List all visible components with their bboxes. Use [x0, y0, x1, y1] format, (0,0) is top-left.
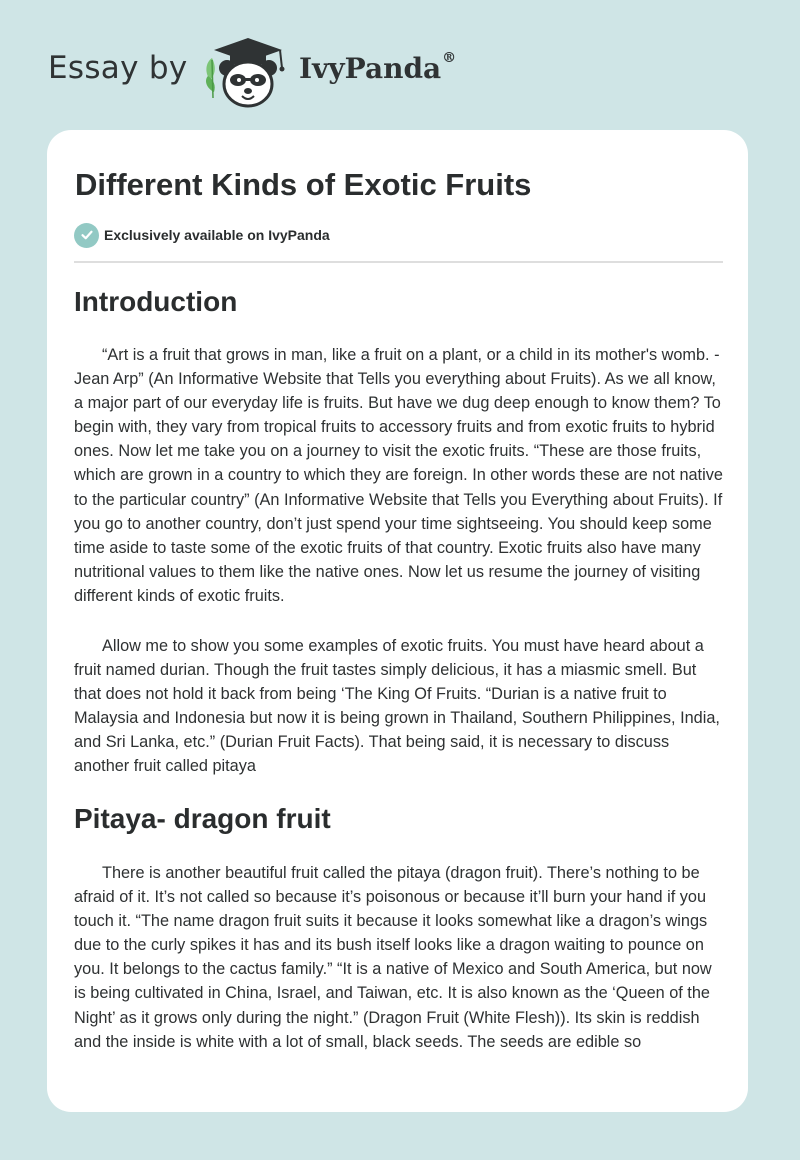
ivypanda-logo-icon[interactable]	[200, 36, 296, 110]
paragraph: “Art is a fruit that grows in man, like a fruit on a plant, or a child in its mother's womb. -Jean Arp” (An Informative Website that Tells you everything about Fruits). As we all know, a major part of our everyday life is fruits. But have we dug deep enough to know them? To begin with, they vary from tropical fruits to accessory fruits and from exotic fruits to hybrid ones. Now let me take you on a journey to visit the exotic fruits. “These are those fruits, which are grown in a country to which they are foreign. In other words these are not native to the particular country” (An Informative Website that Tells you Everything about Fruits). If you go to another country, don’t just spend your time sightseeing. You should keep some time aside to taste some of the exotic fruits of that country. Exotic fruits also have many nutritional values to them like the native ones. Now let us resume the journey of visiting different kinds of exotic fruits.	[74, 346, 723, 605]
essay-by-label: Essay by	[48, 50, 188, 86]
brand-text: IvyPanda	[299, 52, 442, 85]
essay-card	[47, 130, 748, 1112]
paragraph: There is another beautiful fruit called the pitaya (dragon fruit). There’s nothing to be afraid of it. It’s not called so because it’s poisonous or because it’ll burn your hand if you touch it. “The name dragon fruit suits it because it looks somewhat like a dragon’s wings due to the curly spikes it has and its bush itself looks like a dragon waiting to pounce on you. It belongs to the cactus family.” “It is a native of Mexico and South America, but now is being cultivated in China, Israel, and Taiwan, etc. It is also known as the ‘Queen of the Night’ as it grows only during the night.” (Dragon Fruit (White Flesh)). Its skin is reddish and the inside is white with a lot of small, black seeds. The seeds are edible so	[74, 864, 712, 1051]
check-circle-icon	[74, 223, 99, 248]
exclusive-badge	[74, 222, 330, 248]
site-header	[0, 0, 800, 130]
essay-title: Different Kinds of Exotic Fruits	[75, 167, 532, 202]
brand-name[interactable]	[299, 52, 456, 85]
section-heading-pitaya: Pitaya- dragon fruit	[74, 803, 331, 834]
registered-mark: ®	[442, 50, 457, 66]
paragraph: Allow me to show you some examples of exotic fruits. You must have heard about a fruit named durian. Though the fruit tastes simply delicious, it has a miasmic smell. But that does not hold it back from being ‘The King Of Fruits. “Durian is a native fruit to Malaysia and Indonesia but now it is being grown in Thailand, Southern Philippines, India, and Sri Lanka, etc.” (Durian Fruit Facts). That being said, it is necessary to discuss another fruit called pitaya	[74, 637, 720, 776]
divider	[74, 261, 723, 263]
badge-label: Exclusively available on IvyPanda	[104, 227, 330, 243]
section-heading-introduction: Introduction	[74, 286, 238, 317]
